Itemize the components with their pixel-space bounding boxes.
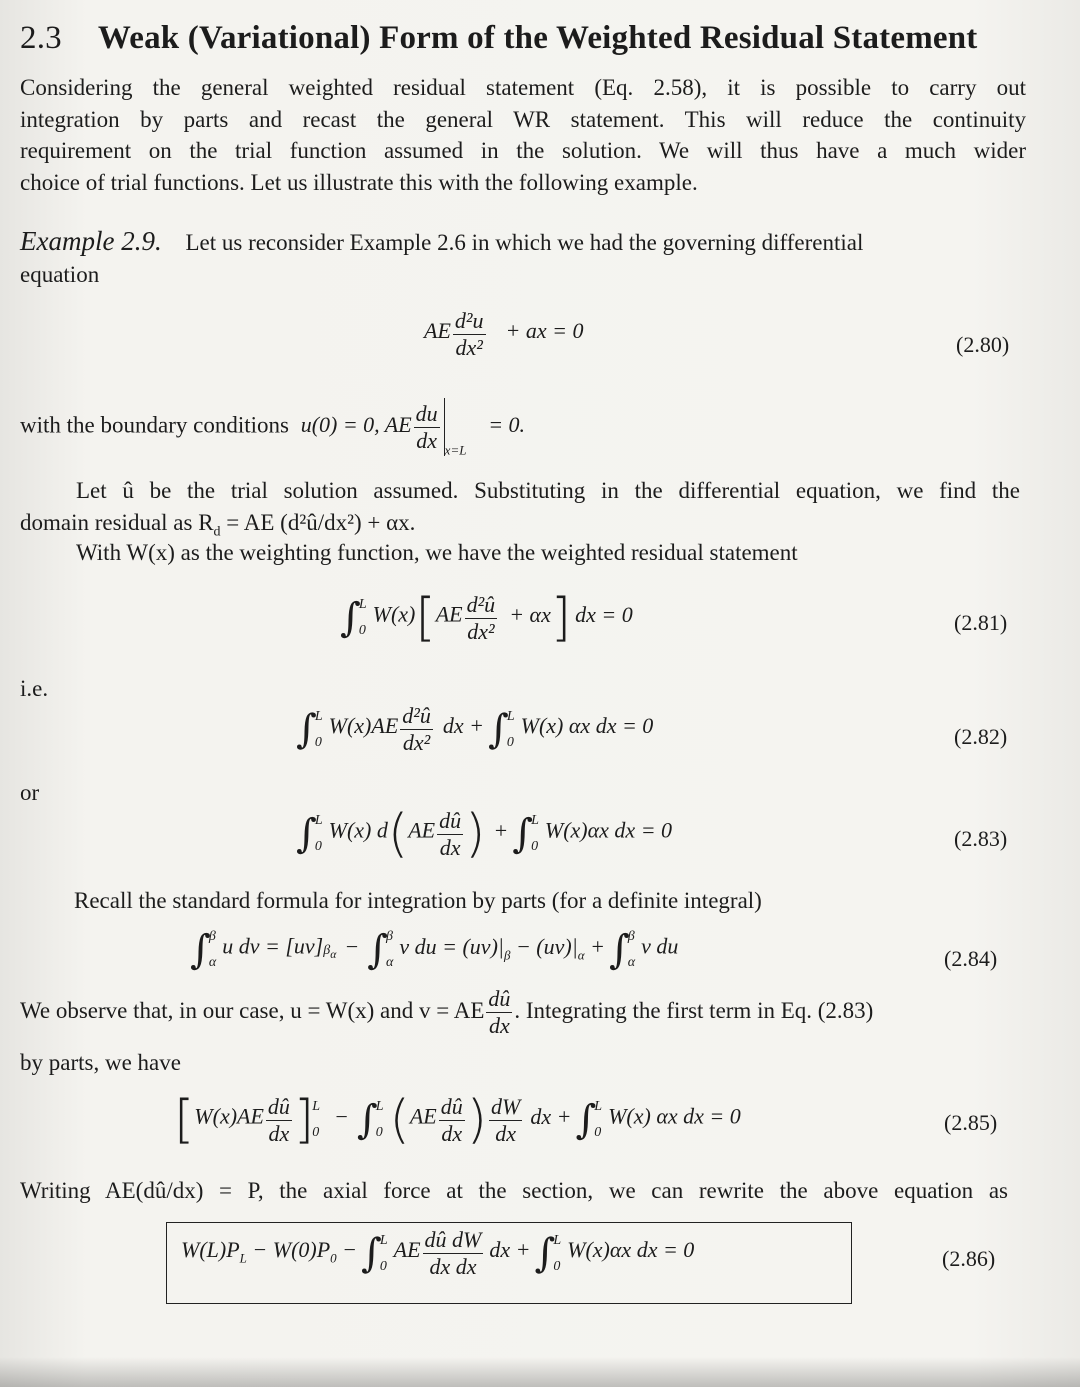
equation-2-85: [W(x)AE $\frac{dû}{dx}$ ] L 0 − ∫ L 0 (AE $\frac{dû}{dx}$ ) $\frac{dW}{dx}$ dx + ∫ L 0 W(x) αx dx = 0 xyxy=(174,1090,741,1150)
equation-number: (2.85) xyxy=(944,1110,998,1135)
integral-limits: L 0 xyxy=(314,708,323,750)
fraction: $\frac{\text{dû dW}}{\text{dx dx}}$ xyxy=(424,1227,482,1279)
trial-line1: Let û be the trial solution assumed. Substituting in the differential equation, we find the xyxy=(76,478,1020,503)
residual-text: domain residual as R xyxy=(20,510,214,535)
fraction xyxy=(486,986,512,1039)
denominator: dx² xyxy=(455,335,483,360)
integral-limits: L 0 xyxy=(506,708,515,750)
recall-text: Recall the standard formula for integration by parts (for a definite integral) xyxy=(74,888,762,913)
equation-2-81: ∫ L 0 W(x)[AE $\frac{\text{d²û}}{\text{dx²}}$ + αx] dx = 0 xyxy=(340,588,633,648)
section-heading xyxy=(20,20,978,57)
equation-number: (2.80) xyxy=(956,332,1010,357)
bc-condition: u(0) = 0, AE xyxy=(300,412,412,438)
fraction: $\frac{dW}{dx}$ xyxy=(491,1093,521,1146)
integral-sign: ∫ xyxy=(608,927,630,973)
equation-number: (2.81) xyxy=(954,610,1008,635)
intro-line: Considering the general weighted residual statement (Eq. 2.58), it is possible to carry out xyxy=(20,75,1026,100)
integral-sign: ∫ xyxy=(512,811,534,857)
integral-limits: L 0 xyxy=(358,597,367,638)
eq-term: AE xyxy=(424,318,451,344)
integral-sign: ∫ xyxy=(340,595,361,641)
equation-2-83: ∫ L 0 W(x) d(AE $\frac{dû}{dx}$ ) + ∫ L 0 W(x)αx dx = 0 xyxy=(296,804,673,864)
integral-limits: L 0 xyxy=(379,1232,388,1274)
numerator: du xyxy=(415,400,438,426)
writing-text: Writing AE(dû/dx) = P, the axial force at the section, we can rewrite the above equation as xyxy=(20,1178,1008,1203)
integral-sign: ∫ xyxy=(488,706,509,753)
example-line2: equation xyxy=(20,262,100,287)
denominator: dx xyxy=(416,427,438,453)
numerator: d²u xyxy=(454,308,484,333)
bc-text: with the boundary conditions xyxy=(20,412,289,438)
equation-number: (2.86) xyxy=(942,1246,996,1271)
numerator: dû xyxy=(488,986,511,1011)
integral-sign: ∫ xyxy=(356,1097,378,1143)
integral-sign: ∫ xyxy=(575,1097,597,1143)
eval-subscript: x=L xyxy=(444,442,467,458)
intro-line: requirement on the trial function assumed in the solution. We will thus have a much wider xyxy=(20,138,1026,163)
example-text: Let us reconsider Example 2.6 in which we had the governing differential xyxy=(185,230,864,255)
equation-number: (2.84) xyxy=(944,946,998,971)
observe-line3: by parts, we have xyxy=(20,1050,181,1075)
residual-rest: = AE (d²û/dx²) + αx. xyxy=(220,510,416,535)
integral-limits: β α xyxy=(208,929,217,970)
intro-paragraph xyxy=(20,72,1026,198)
integral-limits: β α xyxy=(627,929,636,970)
integral-sign: ∫ xyxy=(296,811,317,857)
equation-2-84: ∫ β α u dv = $[uv]\beta_\alpha$ − ∫ β α v du = $(uv)|_\beta - (uv)|_\alpha$ + ∫ β α v du xyxy=(190,924,678,976)
fraction: $\frac{\text{d²û}}{\text{dx²}}$ xyxy=(402,703,431,755)
example-label: Example 2.9. xyxy=(20,226,162,256)
integral-limits: L 0 xyxy=(314,813,323,854)
eval-limits: L 0 xyxy=(312,1099,321,1140)
fraction: $\frac{\text{d²û}}{\text{dx²}}$ xyxy=(466,591,496,644)
integral-sign: ∫ xyxy=(367,927,389,973)
integral-sign: ∫ xyxy=(296,706,317,753)
section-number: 2.3 xyxy=(20,20,62,56)
integral-limits: L 0 xyxy=(553,1232,562,1274)
residual-subscript: d xyxy=(213,524,221,540)
integral-sign: ∫ xyxy=(534,1230,556,1277)
fraction xyxy=(414,401,440,454)
denominator: dx xyxy=(488,1013,510,1038)
or-label: or xyxy=(20,780,40,805)
equation-number: (2.83) xyxy=(954,826,1008,851)
integral-sign: ∫ xyxy=(361,1230,382,1277)
equation-2-82: ∫ L 0 W(x)AE $\frac{\text{d²û}}{\text{dx²}}$ dx + ∫ L 0 W(x) αx dx = 0 xyxy=(296,703,654,755)
eq-term: + ax = 0 xyxy=(505,318,584,344)
page-edge-shadow xyxy=(0,1357,1080,1387)
section-title: Weak (Variational) Form of the Weighted Residual Statement xyxy=(97,20,978,56)
observe-text: . Integrating the first term in Eq. (2.83) xyxy=(514,997,874,1023)
observe-text: We observe that, in our case, u = W(x) and v = AE xyxy=(20,997,485,1023)
observe-line xyxy=(20,986,873,1039)
intro-line: integration by parts and recast the general WR statement. This will reduce the continuity xyxy=(20,106,1026,132)
equation-2-86-box xyxy=(166,1222,852,1304)
integral-limits: L 0 xyxy=(375,1099,384,1140)
fraction: $\frac{dû}{dx}$ xyxy=(267,1093,290,1146)
trial-line2 xyxy=(20,510,415,541)
integral-limits: β α xyxy=(386,929,394,970)
weighting-text: With W(x) as the weighting function, we have the weighted residual statement xyxy=(76,540,798,565)
fraction: $\frac{dû}{dx}$ xyxy=(440,1093,463,1146)
integral-limits: L 0 xyxy=(531,813,539,854)
intro-line: choice of trial functions. Let us illustrate this with the following example. xyxy=(20,169,698,195)
integral-limits: L 0 xyxy=(594,1099,603,1140)
equation-2-86: $W(L)P_L - W(0)P_0$ − ∫ L 0 AE $\frac{\text{dû dW}}{\text{dx dx}}$ dx + ∫ L 0 W(x)αx dx = 0 xyxy=(181,1227,695,1279)
example-line1 xyxy=(20,226,1024,257)
fraction: $\frac{dû}{dx}$ xyxy=(439,807,462,860)
fraction xyxy=(453,308,486,361)
equation-number: (2.82) xyxy=(954,724,1008,749)
ie-label: i.e. xyxy=(20,676,49,701)
integral-sign: ∫ xyxy=(190,927,211,973)
equation-2-80 xyxy=(424,308,583,361)
eq-term: = 0. xyxy=(488,412,526,438)
boundary-conditions xyxy=(20,398,525,458)
